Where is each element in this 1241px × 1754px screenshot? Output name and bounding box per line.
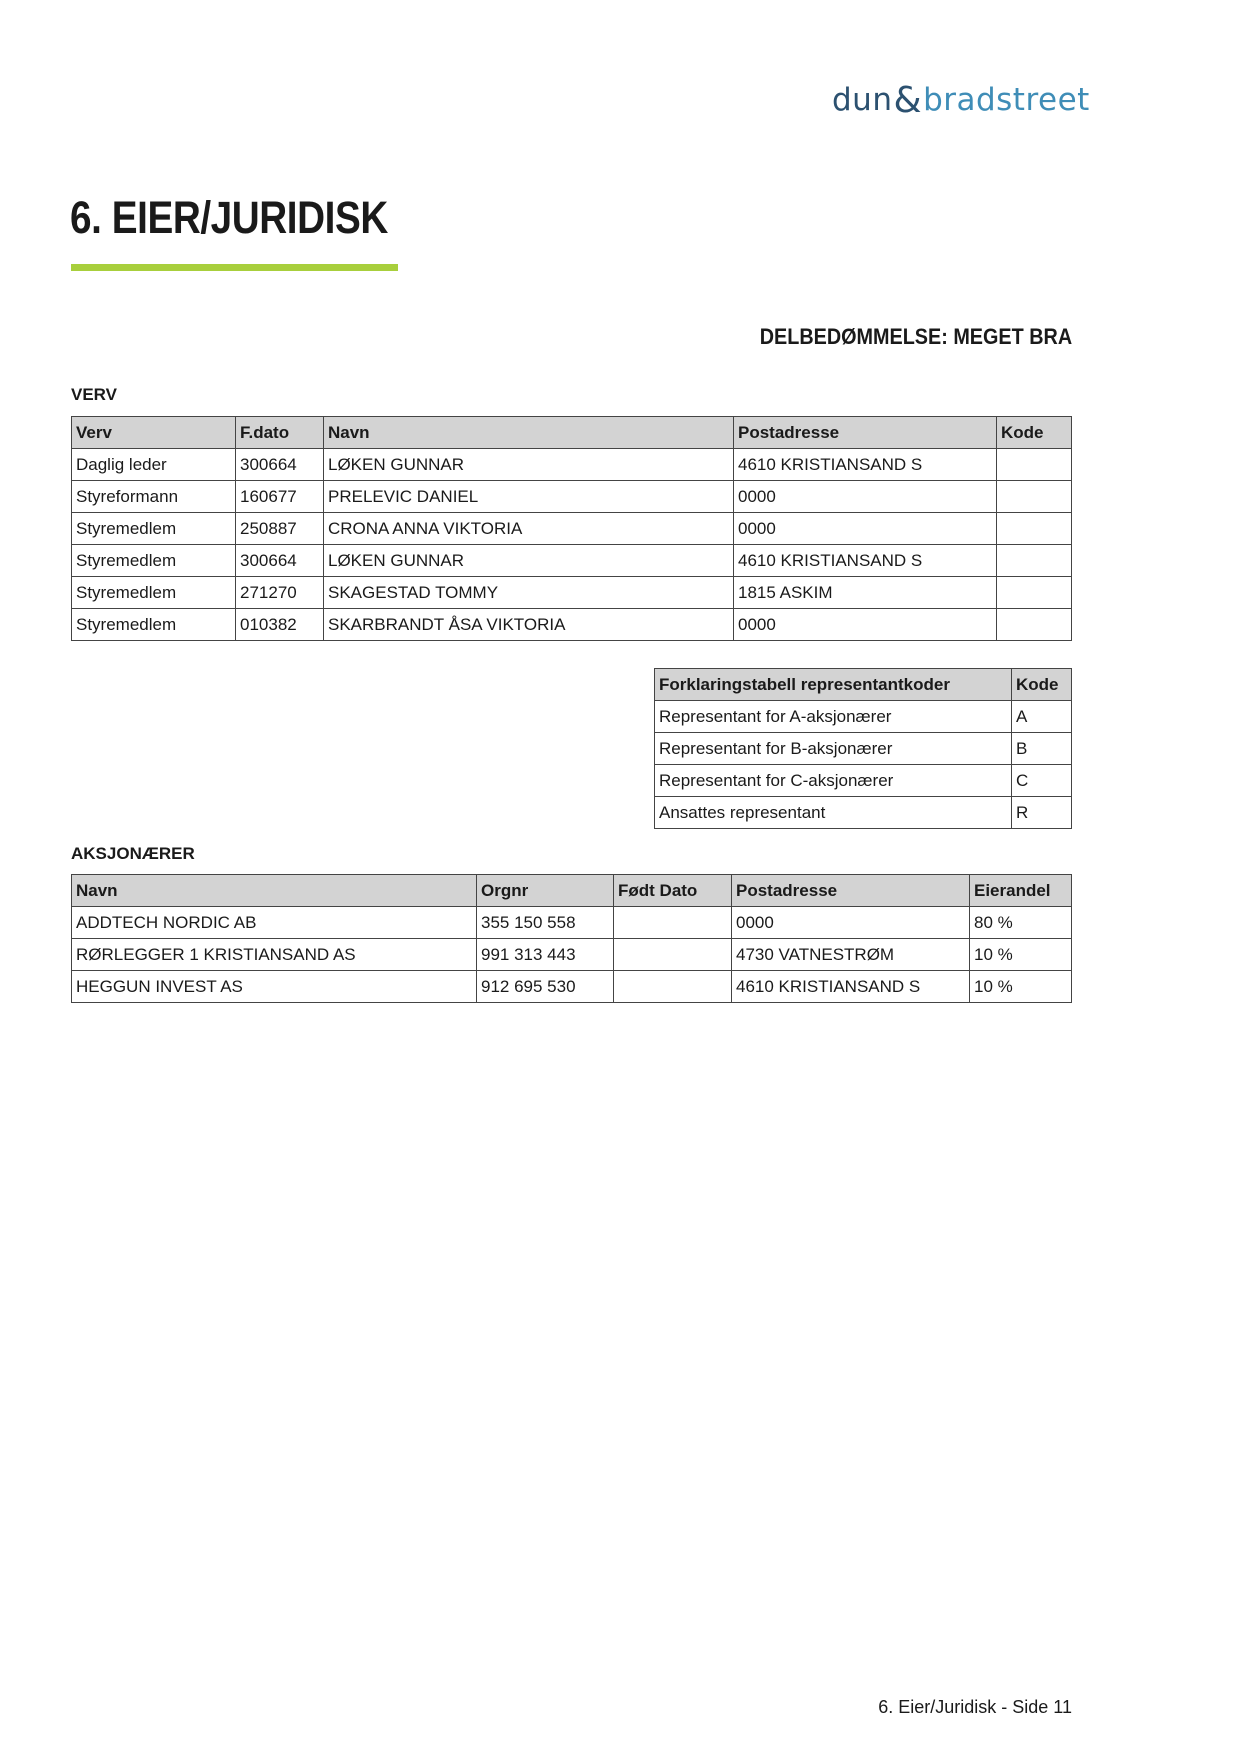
verv-cell: Styremedlem [72, 545, 236, 577]
aksjonaerer-table [71, 874, 1072, 1003]
kode-cell: A [1012, 701, 1072, 733]
orgnr-cell: 991 313 443 [477, 939, 614, 971]
verv-cell: Styreformann [72, 481, 236, 513]
verv-cell: Daglig leder [72, 449, 236, 481]
navn-cell: HEGGUN INVEST AS [72, 971, 477, 1003]
kode-cell [997, 449, 1072, 481]
logo-text-dun: dun [832, 82, 893, 118]
table-row [72, 577, 1072, 609]
table-row [655, 797, 1072, 829]
postadresse-cell: 4610 KRISTIANSAND S [734, 449, 997, 481]
verv-table [71, 416, 1072, 641]
verv-section-label: VERV [71, 385, 117, 404]
kode-cell [997, 577, 1072, 609]
navn-cell: RØRLEGGER 1 KRISTIANSAND AS [72, 939, 477, 971]
description-cell: Representant for B-aksjonærer [655, 733, 1012, 765]
fdato-cell: 160677 [236, 481, 324, 513]
verv-col-navn: Navn [324, 417, 734, 449]
fodt-dato-cell [614, 907, 732, 939]
navn-cell: ADDTECH NORDIC AB [72, 907, 477, 939]
navn-cell: SKAGESTAD TOMMY [324, 577, 734, 609]
verv-header-row [72, 417, 1072, 449]
kode-cell: C [1012, 765, 1072, 797]
table-row [72, 481, 1072, 513]
postadresse-cell: 0000 [734, 481, 997, 513]
navn-cell: LØKEN GUNNAR [324, 545, 734, 577]
verv-cell: Styremedlem [72, 513, 236, 545]
fdato-cell: 271270 [236, 577, 324, 609]
table-row [72, 545, 1072, 577]
fdato-cell: 010382 [236, 609, 324, 641]
fdato-cell: 300664 [236, 545, 324, 577]
navn-cell: PRELEVIC DANIEL [324, 481, 734, 513]
aksj-col-orgnr: Orgnr [477, 875, 614, 907]
verv-cell: Styremedlem [72, 609, 236, 641]
navn-cell: CRONA ANNA VIKTORIA [324, 513, 734, 545]
aksj-col-postadresse: Postadresse [732, 875, 970, 907]
sub-rating: DELBEDØMMELSE: MEGET BRA [759, 324, 1072, 349]
kode-cell [997, 513, 1072, 545]
description-cell: Ansattes representant [655, 797, 1012, 829]
forkl-col-kode: Kode [1012, 669, 1072, 701]
fodt-dato-cell [614, 971, 732, 1003]
fodt-dato-cell [614, 939, 732, 971]
page-title: 6. EIER/JURIDISK [70, 192, 388, 243]
description-cell: Representant for A-aksjonærer [655, 701, 1012, 733]
navn-cell: SKARBRANDT ÅSA VIKTORIA [324, 609, 734, 641]
verv-col-postadresse: Postadresse [734, 417, 997, 449]
logo-ampersand: & [893, 79, 923, 121]
kode-cell: R [1012, 797, 1072, 829]
postadresse-cell: 0000 [732, 907, 970, 939]
dun-bradstreet-logo [832, 78, 1090, 122]
postadresse-cell: 4610 KRISTIANSAND S [734, 545, 997, 577]
eierandel-cell: 10 % [970, 939, 1072, 971]
verv-col-verv: Verv [72, 417, 236, 449]
page-footer: 6. Eier/Juridisk - Side 11 [878, 1697, 1072, 1717]
verv-col-kode: Kode [997, 417, 1072, 449]
verv-cell: Styremedlem [72, 577, 236, 609]
table-row [72, 907, 1072, 939]
kode-cell [997, 545, 1072, 577]
table-row [72, 971, 1072, 1003]
table-row [72, 939, 1072, 971]
table-row [655, 733, 1072, 765]
postadresse-cell: 1815 ASKIM [734, 577, 997, 609]
aksj-header-row [72, 875, 1072, 907]
postadresse-cell: 4610 KRISTIANSAND S [732, 971, 970, 1003]
postadresse-cell: 4730 VATNESTRØM [732, 939, 970, 971]
postadresse-cell: 0000 [734, 609, 997, 641]
description-cell: Representant for C-aksjonærer [655, 765, 1012, 797]
table-row [655, 701, 1072, 733]
fdato-cell: 300664 [236, 449, 324, 481]
aksj-col-fodt-dato: Født Dato [614, 875, 732, 907]
kode-cell: B [1012, 733, 1072, 765]
representative-codes-table [654, 668, 1072, 829]
table-row [72, 449, 1072, 481]
table-row [655, 765, 1072, 797]
table-row [72, 609, 1072, 641]
forkl-col-description: Forklaringstabell representantkoder [655, 669, 1012, 701]
title-underline [71, 264, 398, 271]
aksjonaerer-section-label: AKSJONÆRER [71, 844, 195, 863]
orgnr-cell: 912 695 530 [477, 971, 614, 1003]
orgnr-cell: 355 150 558 [477, 907, 614, 939]
navn-cell: LØKEN GUNNAR [324, 449, 734, 481]
postadresse-cell: 0000 [734, 513, 997, 545]
verv-col-fdato: F.dato [236, 417, 324, 449]
kode-cell [997, 481, 1072, 513]
aksj-col-navn: Navn [72, 875, 477, 907]
eierandel-cell: 10 % [970, 971, 1072, 1003]
fdato-cell: 250887 [236, 513, 324, 545]
kode-cell [997, 609, 1072, 641]
eierandel-cell: 80 % [970, 907, 1072, 939]
forkl-header-row [655, 669, 1072, 701]
logo-text-bradstreet: bradstreet [923, 82, 1090, 118]
aksj-col-eierandel: Eierandel [970, 875, 1072, 907]
table-row [72, 513, 1072, 545]
